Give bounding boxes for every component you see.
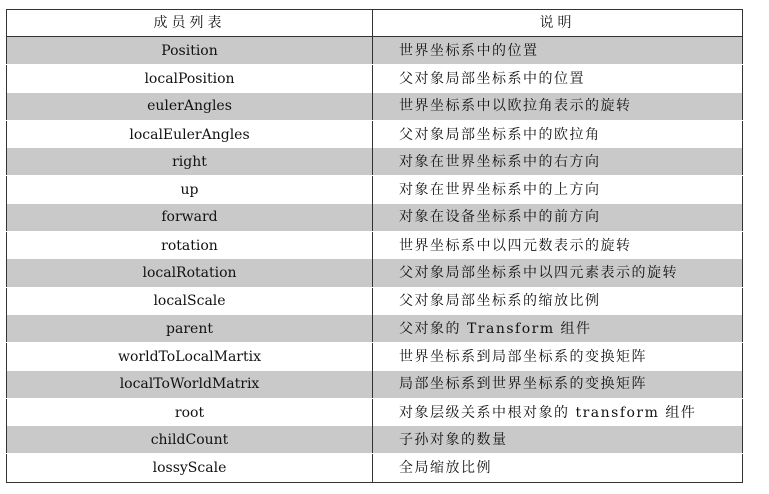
member-name-cell: Position — [7, 37, 373, 65]
member-table — [6, 9, 743, 483]
member-description-cell: 世界坐标系到局部坐标系的变换矩阵 — [373, 343, 743, 371]
member-description-cell: 世界坐标系中以四元数表示的旋转 — [373, 232, 743, 260]
table-row — [7, 120, 743, 148]
member-description-cell: 对象层级关系中根对象的 transform 组件 — [373, 398, 743, 426]
member-name-cell: localToWorldMatrix — [7, 371, 373, 399]
table-row — [7, 398, 743, 426]
member-name-cell: lossyScale — [7, 454, 373, 482]
member-name-cell: right — [7, 148, 373, 176]
member-name-cell: eulerAngles — [7, 93, 373, 121]
table-row — [7, 343, 743, 371]
member-name-cell: rotation — [7, 232, 373, 260]
table-row — [7, 287, 743, 315]
member-name-cell: root — [7, 398, 373, 426]
member-name-cell: worldToLocalMartix — [7, 343, 373, 371]
table-row — [7, 93, 743, 121]
member-description-cell: 对象在世界坐标系中的右方向 — [373, 148, 743, 176]
member-description-cell: 对象在设备坐标系中的前方向 — [373, 204, 743, 232]
member-name-cell: childCount — [7, 426, 373, 454]
member-description-cell: 子孙对象的数量 — [373, 426, 743, 454]
member-name-cell: localPosition — [7, 65, 373, 93]
table-row — [7, 148, 743, 176]
member-name-cell: up — [7, 176, 373, 204]
table-row — [7, 454, 743, 482]
table-row — [7, 37, 743, 65]
member-description-cell: 世界坐标系中以欧拉角表示的旋转 — [373, 93, 743, 121]
member-name-cell: forward — [7, 204, 373, 232]
member-description-cell: 父对象的 Transform 组件 — [373, 315, 743, 343]
table-row — [7, 204, 743, 232]
member-description-cell: 父对象局部坐标系中的位置 — [373, 65, 743, 93]
member-description-cell: 世界坐标系中的位置 — [373, 37, 743, 65]
table-row — [7, 65, 743, 93]
member-name-cell: localScale — [7, 287, 373, 315]
table-row — [7, 315, 743, 343]
member-description-cell: 全局缩放比例 — [373, 454, 743, 482]
table-body — [7, 37, 743, 483]
table-row — [7, 176, 743, 204]
member-description-cell: 局部坐标系到世界坐标系的变换矩阵 — [373, 371, 743, 399]
table-row — [7, 259, 743, 287]
table-row — [7, 232, 743, 260]
table-row — [7, 426, 743, 454]
table-header-row — [7, 10, 743, 37]
member-name-cell: localEulerAngles — [7, 120, 373, 148]
column-header-description: 说明 — [373, 10, 743, 37]
column-header-member: 成员列表 — [7, 10, 373, 37]
member-description-cell: 对象在世界坐标系中的上方向 — [373, 176, 743, 204]
table-row — [7, 371, 743, 399]
member-description-cell: 父对象局部坐标系中以四元素表示的旋转 — [373, 259, 743, 287]
member-description-cell: 父对象局部坐标系中的欧拉角 — [373, 120, 743, 148]
member-description-cell: 父对象局部坐标系的缩放比例 — [373, 287, 743, 315]
member-name-cell: parent — [7, 315, 373, 343]
member-name-cell: localRotation — [7, 259, 373, 287]
